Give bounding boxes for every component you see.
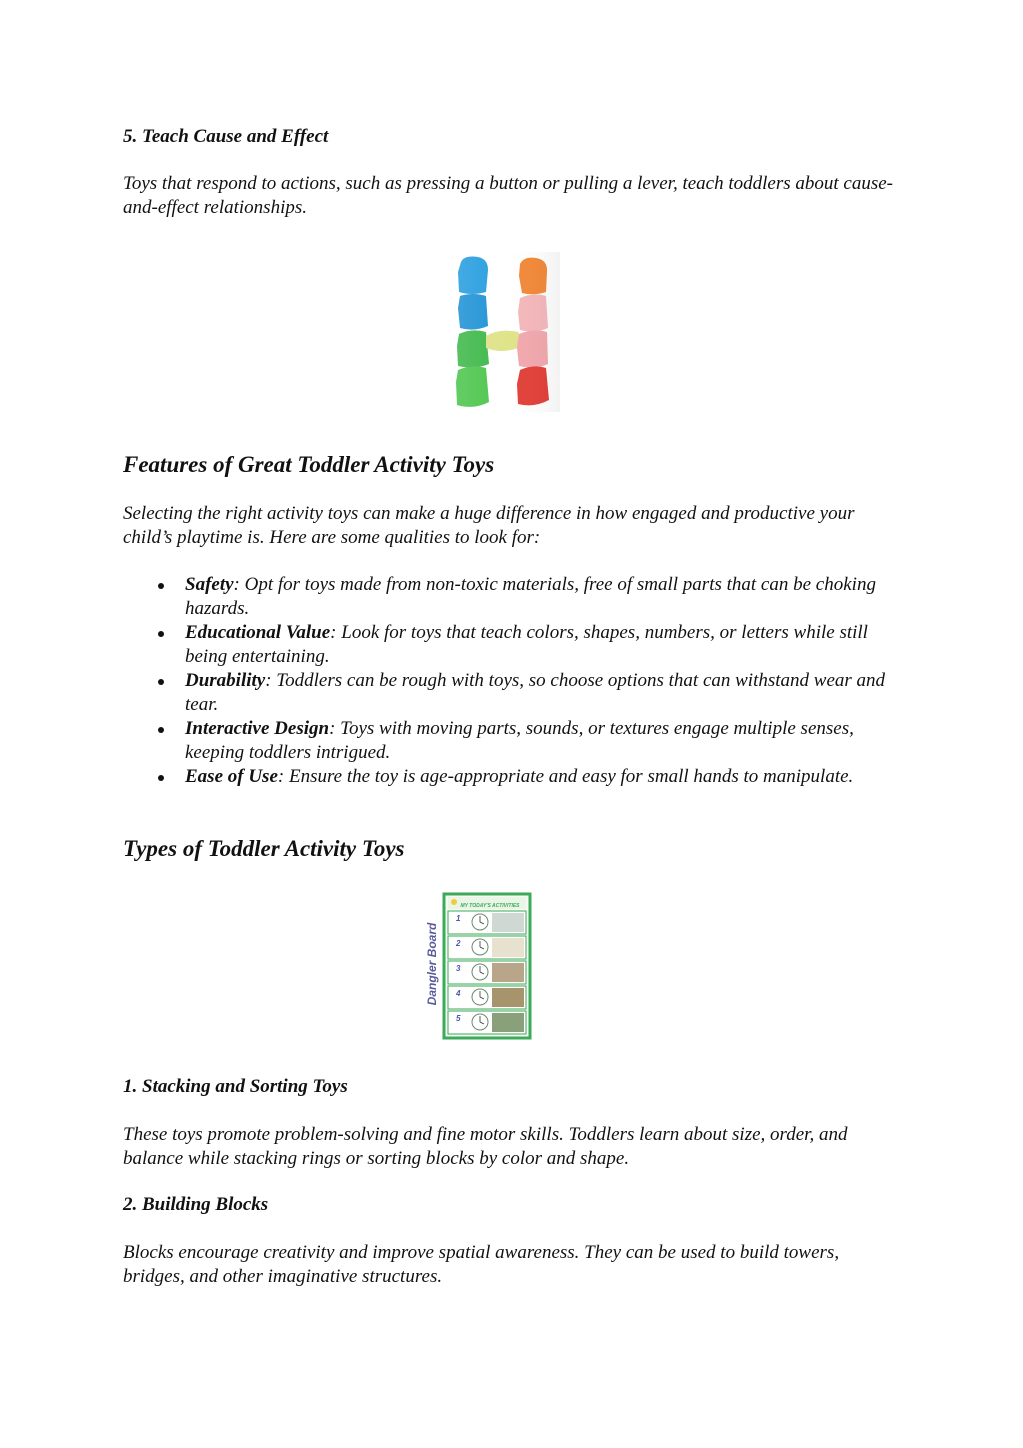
list-item: [123, 717, 913, 765]
stacking-stones-image: [448, 252, 560, 412]
activity-photo: [492, 938, 524, 957]
types-heading: Types of Toddler Activity Toys: [123, 836, 405, 861]
activity-photo: [492, 913, 524, 932]
board-side-label: Dangler Board: [425, 922, 439, 1006]
bullet-icon: [158, 775, 164, 781]
board-row-number: 2: [456, 939, 461, 948]
feature-term: Safety: [185, 574, 234, 595]
list-item: [123, 669, 913, 717]
feature-desc: : Look for toys that teach colors, shapes, numbers, or letters while still being entertaining.: [185, 622, 868, 667]
board-row: [448, 961, 526, 984]
feature-desc: : Opt for toys made from non-toxic materials, free of small parts that can be choking hazards.: [185, 574, 876, 619]
cause-effect-paragraph: Toys that respond to actions, such as pressing a button or pulling a lever, teach toddlers about cause-and-effect relationships.: [123, 173, 893, 218]
activity-photo: [492, 988, 524, 1007]
activity-photo: [492, 1013, 524, 1032]
bullet-icon: [158, 631, 164, 637]
board-title: MY TODAY'S ACTIVITIES: [460, 903, 520, 909]
board-row: [448, 986, 526, 1009]
feature-desc: : Ensure the toy is age-appropriate and easy for small hands to manipulate.: [277, 766, 854, 787]
stacking-heading: 1. Stacking and Sorting Toys: [123, 1076, 348, 1097]
list-item: [123, 765, 913, 789]
feature-term: Interactive Design: [185, 718, 330, 739]
feature-desc: : Toys with moving parts, sounds, or textures engage multiple senses, keeping toddlers intrigued.: [185, 718, 854, 763]
list-item: [123, 621, 913, 669]
feature-term: Ease of Use: [185, 766, 278, 787]
board-row: [448, 1011, 526, 1034]
board-row-number: 4: [456, 989, 461, 998]
stacking-paragraph: These toys promote problem-solving and fine motor skills. Toddlers learn about size, order, and balance while stacking rings or sorting blocks by color and shape.: [123, 1124, 848, 1169]
bullet-icon: [158, 727, 164, 733]
board-row-number: 3: [456, 964, 461, 973]
list-item: [123, 573, 913, 621]
board-row-number: 5: [456, 1014, 461, 1023]
features-heading: Features of Great Toddler Activity Toys: [123, 452, 495, 477]
cause-effect-heading: 5. Teach Cause and Effect: [123, 126, 329, 147]
activity-photo: [492, 963, 524, 982]
feature-term: Educational Value: [185, 622, 331, 643]
board-row: [448, 911, 526, 934]
dangler-board-image: [418, 890, 534, 1042]
features-list: [123, 573, 913, 789]
feature-term: Durability: [185, 670, 266, 691]
feature-desc: : Toddlers can be rough with toys, so choose options that can withstand wear and tear.: [185, 670, 886, 715]
blocks-paragraph: Blocks encourage creativity and improve spatial awareness. They can be used to build towers, bridges, and other imaginative structures.: [123, 1242, 840, 1287]
features-intro: Selecting the right activity toys can make a huge difference in how engaged and productive your child’s playtime is. Here are some qualities to look for:: [123, 503, 855, 548]
bullet-icon: [158, 583, 164, 589]
board-row: [448, 936, 526, 959]
bullet-icon: [158, 679, 164, 685]
blocks-heading: 2. Building Blocks: [123, 1194, 269, 1215]
board-row-number: 1: [456, 914, 461, 923]
